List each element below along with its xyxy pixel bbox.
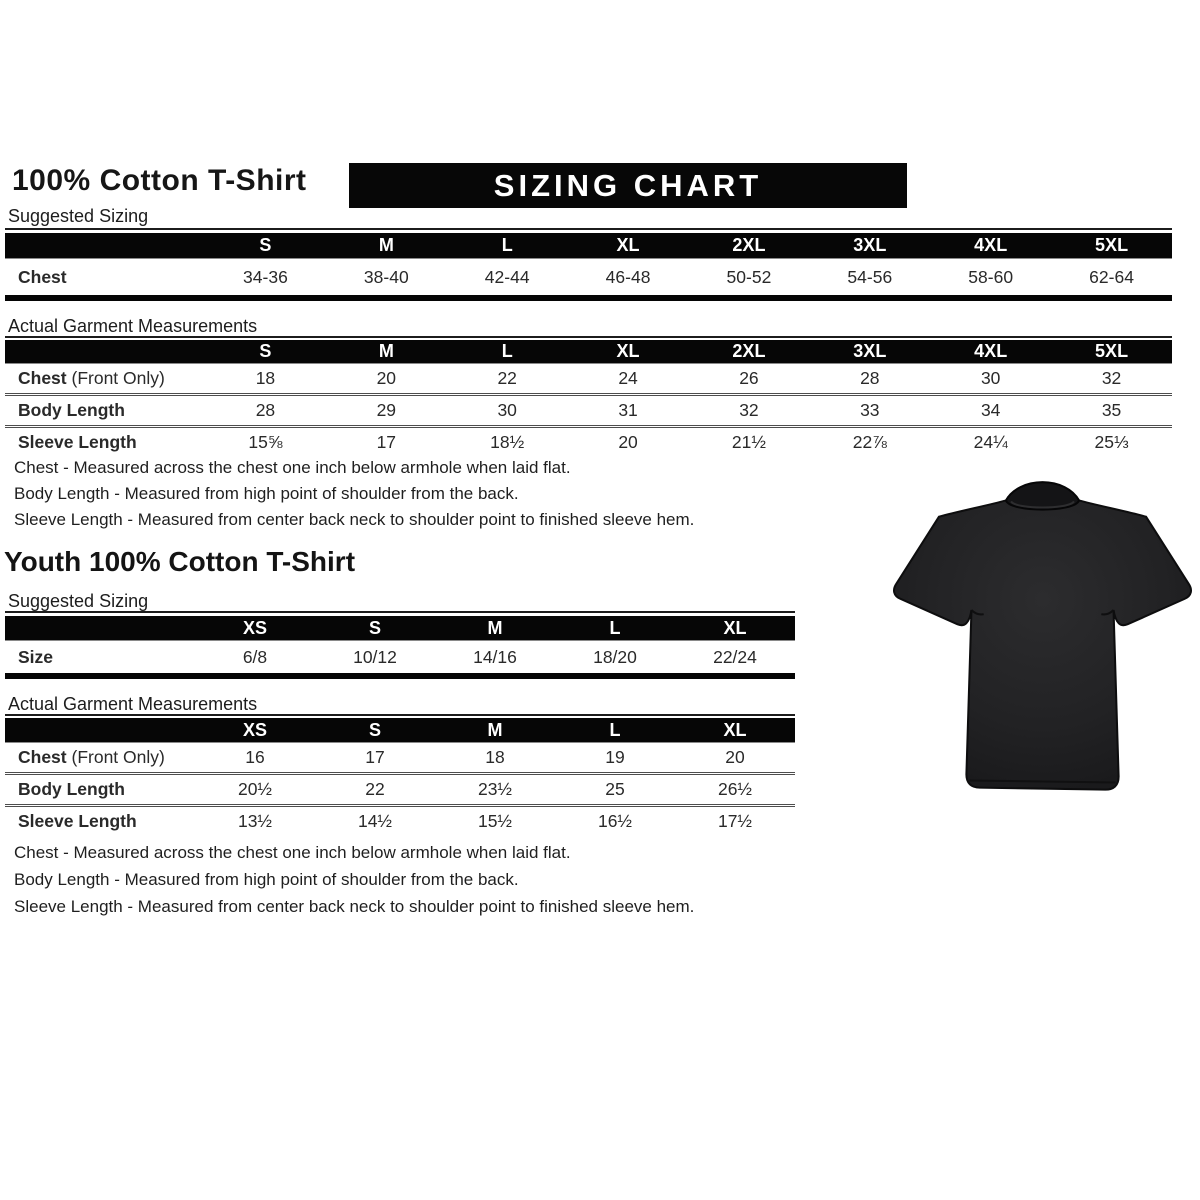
adult-actual-measurements-label: Actual Garment Measurements [8, 316, 258, 336]
size-col-header: XL [675, 718, 795, 743]
row-label: Size [18, 646, 54, 667]
size-col-header: XL [568, 233, 689, 259]
size-col-header: M [435, 718, 555, 743]
size-col-header: S [205, 340, 326, 364]
table-row-body-length [5, 774, 795, 806]
measurement-note-sleeve: Sleeve Length - Measured from center back neck to shoulder point to finished sleeve hem. [14, 897, 695, 916]
cell-value: 22 [315, 774, 435, 806]
tshirt-body-shape [894, 483, 1191, 789]
size-col-header: S [315, 616, 435, 641]
cell-value: 13½ [195, 806, 315, 837]
divider-line [5, 611, 795, 613]
cell-value: 30 [980, 368, 1001, 388]
size-col-header: L [447, 340, 568, 364]
cell-value: 18/20 [593, 646, 637, 667]
cell-value: 16½ [555, 806, 675, 837]
size-col-header: L [555, 718, 675, 743]
table-row-chest [5, 743, 795, 774]
table-row-chest [5, 259, 1172, 296]
cell-value: 20 [568, 427, 689, 458]
size-col-header: M [435, 616, 555, 641]
size-col-header: L [555, 616, 675, 641]
cell-value: 28 [205, 395, 326, 427]
cell-value: 22/24 [713, 646, 757, 667]
adult-suggested-sizing-label: Suggested Sizing [8, 206, 149, 226]
cell-value: 30 [447, 395, 568, 427]
cell-value: 17 [326, 427, 447, 458]
row-label: Body Length [5, 774, 195, 806]
cell-value: 14/16 [473, 646, 517, 667]
cell-value: 17 [365, 747, 385, 767]
black-tshirt-image [890, 470, 1195, 815]
cell-value: 20½ [195, 774, 315, 806]
size-col-header: S [205, 233, 326, 259]
size-col-header: 2XL [689, 340, 810, 364]
thick-divider-line [5, 673, 795, 679]
row-label [5, 364, 205, 395]
table-header-row [5, 616, 795, 641]
table-row-sleeve-length [5, 427, 1172, 458]
cell-value: 34 [930, 395, 1051, 427]
table-row-size [5, 641, 795, 674]
measurement-note-chest: Chest - Measured across the chest one inch below armhole when laid flat. [14, 458, 571, 477]
cell-value: 23½ [435, 774, 555, 806]
cell-value: 20 [725, 747, 745, 767]
cell-value: 58-60 [968, 266, 1014, 287]
size-col-header: 3XL [809, 233, 930, 259]
cell-value: 32 [689, 395, 810, 427]
page-title: 100% Cotton T-Shirt [12, 164, 307, 197]
cell-value: 32 [1101, 368, 1122, 388]
table-header-row [5, 718, 795, 743]
row-label: Sleeve Length [5, 427, 205, 458]
cell-value: 18 [485, 747, 505, 767]
table-row-sleeve-length [5, 806, 795, 837]
measurement-note-sleeve: Sleeve Length - Measured from center back neck to shoulder point to finished sleeve hem. [14, 510, 695, 529]
tshirt-photo [890, 470, 1195, 815]
cell-value: 26½ [675, 774, 795, 806]
size-col-header: 4XL [930, 340, 1051, 364]
row-label-suffix: (Front Only) [66, 368, 165, 388]
size-col-spacer [5, 718, 195, 743]
row-label [5, 743, 195, 774]
youth-actual-measurements-label: Actual Garment Measurements [8, 694, 258, 714]
size-col-spacer [5, 616, 195, 641]
youth-suggested-sizing-table [5, 616, 795, 673]
table-header-row [5, 233, 1172, 259]
cell-value: 25 [555, 774, 675, 806]
thick-divider-line [5, 295, 1172, 301]
row-label-suffix: (Front Only) [66, 747, 165, 767]
cell-value: 21½ [689, 427, 810, 458]
size-col-header: M [326, 233, 447, 259]
row-label-main: Chest [18, 747, 67, 767]
cell-value: 19 [605, 747, 625, 767]
youth-measurement-notes [14, 844, 694, 925]
size-col-spacer [5, 340, 205, 364]
cell-value: 62-64 [1089, 266, 1134, 287]
cell-value: 15⅝ [205, 427, 326, 458]
size-col-header: XL [568, 340, 689, 364]
row-label: Chest [18, 266, 67, 287]
adult-actual-measurements-table [5, 340, 1172, 457]
size-col-header: L [447, 233, 568, 259]
cell-value: 10/12 [353, 646, 397, 667]
size-col-header: XL [675, 616, 795, 641]
cell-value: 18 [255, 368, 276, 388]
divider-line [5, 336, 1172, 338]
size-col-header: 2XL [689, 233, 810, 259]
cell-value: 24 [618, 368, 638, 388]
cell-value: 15½ [435, 806, 555, 837]
cell-value: 6/8 [242, 646, 268, 667]
cell-value: 31 [568, 395, 689, 427]
divider-line [5, 228, 1172, 230]
cell-value: 33 [809, 395, 930, 427]
size-col-spacer [5, 233, 205, 259]
size-col-header: XS [195, 718, 315, 743]
row-label-main: Chest [18, 368, 67, 388]
size-col-header: S [315, 718, 435, 743]
cell-value: 18½ [447, 427, 568, 458]
table-row-chest [5, 364, 1172, 395]
youth-actual-measurements-table [5, 718, 795, 836]
cell-value: 16 [245, 747, 265, 767]
divider-line [5, 714, 795, 716]
size-col-header: 3XL [809, 340, 930, 364]
adult-measurement-notes [14, 459, 694, 537]
size-col-header: 4XL [930, 233, 1051, 259]
cell-value: 17½ [675, 806, 795, 837]
cell-value: 29 [326, 395, 447, 427]
cell-value: 25⅓ [1051, 427, 1172, 458]
row-label: Sleeve Length [5, 806, 195, 837]
adult-suggested-sizing-table [5, 233, 1172, 295]
measurement-note-body: Body Length - Measured from high point of shoulder from the back. [14, 870, 519, 889]
cell-value: 50-52 [726, 266, 772, 287]
measurement-note-chest: Chest - Measured across the chest one inch below armhole when laid flat. [14, 843, 571, 862]
sizing-chart-banner: SIZING CHART [349, 163, 907, 208]
cell-value: 24¼ [930, 427, 1051, 458]
cell-value: 14½ [315, 806, 435, 837]
cell-value: 22⅞ [809, 427, 930, 458]
cell-value: 20 [376, 368, 397, 388]
cell-value: 46-48 [605, 266, 651, 287]
cell-value: 22 [497, 368, 517, 388]
size-col-header: 5XL [1051, 340, 1172, 364]
cell-value: 42-44 [484, 266, 530, 287]
cell-value: 38-40 [363, 266, 409, 287]
size-col-header: M [326, 340, 447, 364]
cell-value: 54-56 [847, 266, 893, 287]
youth-suggested-sizing-label: Suggested Sizing [8, 591, 149, 611]
cell-value: 28 [860, 368, 880, 388]
table-row-body-length [5, 395, 1172, 427]
size-col-header: 5XL [1051, 233, 1172, 259]
measurement-note-body: Body Length - Measured from high point of shoulder from the back. [14, 484, 519, 503]
row-label: Body Length [5, 395, 205, 427]
table-header-row [5, 340, 1172, 364]
size-col-header: XS [195, 616, 315, 641]
cell-value: 35 [1051, 395, 1172, 427]
youth-section-title: Youth 100% Cotton T-Shirt [4, 546, 356, 577]
cell-value: 26 [739, 368, 759, 388]
cell-value: 34-36 [243, 266, 288, 287]
